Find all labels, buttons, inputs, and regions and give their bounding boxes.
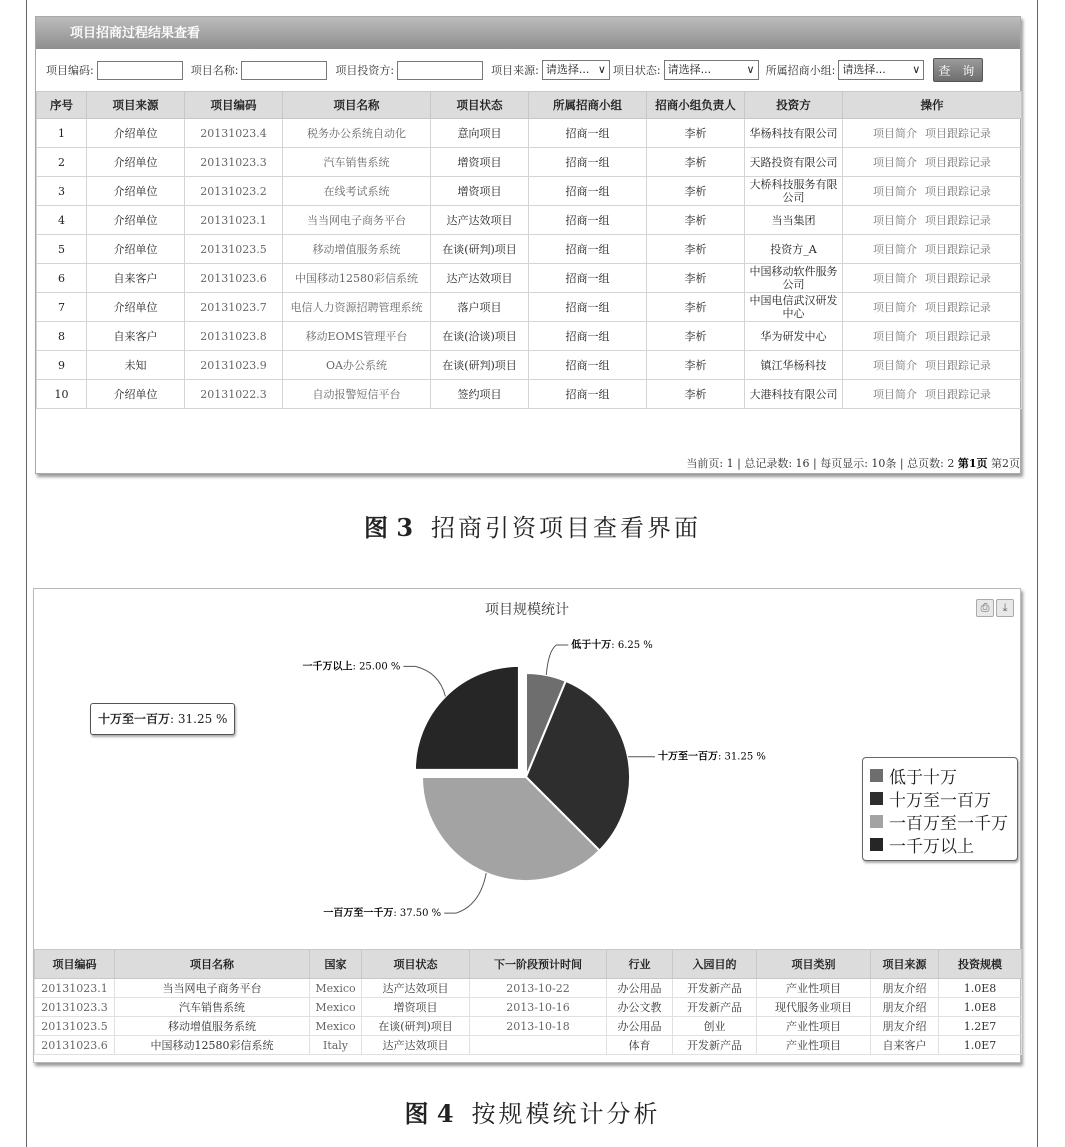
cell-purpose: 开发新产品 [673, 998, 757, 1017]
investor-input[interactable] [397, 61, 483, 80]
table-row[interactable] [37, 293, 1022, 322]
cell-name: 移动EOMS管理平台 [283, 322, 431, 351]
print-icon[interactable]: ⎙ [976, 599, 994, 617]
legend-swatch [870, 838, 883, 851]
project-track-link[interactable]: 项目跟踪记录 [925, 213, 991, 227]
column-header: 入园目的 [673, 950, 757, 979]
legend-label: 十万至一百万 [889, 791, 991, 811]
project-table [36, 91, 1022, 409]
cell-group: 招商一组 [529, 380, 647, 409]
cell-group: 招商一组 [529, 148, 647, 177]
cell-purpose: 创业 [673, 1017, 757, 1036]
cell-code: 20131023.2 [185, 177, 283, 206]
cell-group: 招商一组 [529, 119, 647, 148]
cell-status: 在谈(研判)项目 [431, 351, 529, 380]
cell-code: 20131023.6 [185, 264, 283, 293]
table-row[interactable] [37, 351, 1022, 380]
cell-name: 移动增值服务系统 [283, 235, 431, 264]
total-pages: 总页数: 2 [907, 457, 955, 470]
chart-legend [862, 757, 1018, 861]
cell-leader: 李析 [647, 380, 745, 409]
cell-no: 10 [37, 380, 87, 409]
cell-status: 增资项目 [362, 998, 470, 1017]
cell-actions [843, 322, 1022, 351]
cell-code: 20131023.6 [35, 1036, 115, 1055]
cell-investor: 华杨科技有限公司 [745, 119, 843, 148]
cell-group: 招商一组 [529, 351, 647, 380]
column-header: 投资规模 [939, 950, 1022, 979]
cell-actions [843, 351, 1022, 380]
cell-group: 招商一组 [529, 293, 647, 322]
legend-item[interactable] [870, 787, 1017, 810]
pie-slice[interactable] [415, 666, 519, 770]
cell-investor: 中国移动软件服务公司 [745, 264, 843, 293]
cell-no: 4 [37, 206, 87, 235]
cell-source: 介绍单位 [87, 177, 185, 206]
cell-name: 电信人力资源招聘管理系统 [283, 293, 431, 322]
group-label: 所属招商小组: [765, 64, 836, 77]
project-intro-link[interactable]: 项目简介 [873, 358, 917, 372]
cell-no: 5 [37, 235, 87, 264]
project-intro-link[interactable]: 项目简介 [873, 213, 917, 227]
cell-industry: 办公用品 [607, 1017, 673, 1036]
legend-swatch [870, 769, 883, 782]
table-row[interactable] [37, 119, 1022, 148]
cell-actions [843, 206, 1022, 235]
cell-source: 介绍单位 [87, 293, 185, 322]
project-track-link[interactable]: 项目跟踪记录 [925, 184, 991, 198]
cell-status: 落户项目 [431, 293, 529, 322]
project-intro-link[interactable]: 项目简介 [873, 387, 917, 401]
project-track-link[interactable]: 项目跟踪记录 [925, 242, 991, 256]
cell-source: 未知 [87, 351, 185, 380]
legend-swatch [870, 815, 883, 828]
cell-industry: 办公文教 [607, 998, 673, 1017]
project-track-link[interactable]: 项目跟踪记录 [925, 329, 991, 343]
slice-label [571, 638, 653, 651]
figure-3-caption [0, 508, 1065, 543]
slice-label [303, 659, 401, 672]
cell-status: 增资项目 [431, 148, 529, 177]
column-header: 项目状态 [431, 92, 529, 119]
cell-actions [843, 380, 1022, 409]
cell-code: 20131023.7 [185, 293, 283, 322]
cell-actions [843, 264, 1022, 293]
column-header: 项目状态 [362, 950, 470, 979]
cell-no: 7 [37, 293, 87, 322]
chevron-down-icon: ∨ [746, 63, 755, 76]
cell-leader: 李析 [647, 177, 745, 206]
cell-name: 税务办公系统自动化 [283, 119, 431, 148]
column-header: 项目来源 [87, 92, 185, 119]
cell-investor: 当当集团 [745, 206, 843, 235]
cell-actions [843, 235, 1022, 264]
cell-category: 产业性项目 [757, 1036, 871, 1055]
cell-industry: 办公用品 [607, 979, 673, 998]
slice-label [658, 750, 766, 763]
cell-code: 20131023.9 [185, 351, 283, 380]
cell-status: 在谈(研判)项目 [362, 1017, 470, 1036]
cell-source: 自来客户 [87, 264, 185, 293]
cell-country: Mexico [310, 979, 362, 998]
cell-scale: 1.0E8 [939, 979, 1022, 998]
cell-category: 产业性项目 [757, 979, 871, 998]
pagination: 当前页: 1 | 总记录数: 16 | 每页显示: 10条 | 总页数: 2 第1页 第2页 [686, 457, 1020, 470]
cell-no: 9 [37, 351, 87, 380]
slice-label-category: 十万至一百万 [658, 751, 719, 763]
cell-category: 产业性项目 [757, 1017, 871, 1036]
slice-label-value: : 6.25 % [611, 639, 653, 651]
column-header: 项目名称 [115, 950, 310, 979]
project-view-panel [35, 16, 1021, 474]
cell-source: 朋友介绍 [871, 979, 939, 998]
project-track-link[interactable]: 项目跟踪记录 [925, 155, 991, 169]
cell-scale: 1.0E8 [939, 998, 1022, 1017]
project-code-input[interactable] [97, 61, 183, 80]
cell-code: 20131023.4 [185, 119, 283, 148]
cell-group: 招商一组 [529, 235, 647, 264]
cell-code: 20131023.5 [35, 1017, 115, 1036]
project-intro-link[interactable]: 项目简介 [873, 271, 917, 285]
table-row[interactable] [35, 1017, 1022, 1036]
cell-leader: 李析 [647, 264, 745, 293]
column-header: 投资方 [745, 92, 843, 119]
scale-table [34, 949, 1022, 1055]
legend-label: 低于十万 [889, 768, 957, 788]
chart-tooltip: 十万至一百万: 31.25 % [90, 703, 235, 735]
cell-investor: 投资方_A [745, 235, 843, 264]
cell-code: 20131022.3 [185, 380, 283, 409]
cell-leader: 李析 [647, 235, 745, 264]
column-header: 项目编码 [35, 950, 115, 979]
cell-group: 招商一组 [529, 264, 647, 293]
cell-investor: 大桥科技服务有限公司 [745, 177, 843, 206]
table-row[interactable] [37, 322, 1022, 351]
cell-code: 20131023.1 [35, 979, 115, 998]
column-header: 所属招商小组 [529, 92, 647, 119]
figure-4-number: 图 4 [404, 1099, 454, 1128]
cell-source: 朋友介绍 [871, 998, 939, 1017]
legend-swatch [870, 792, 883, 805]
slice-label-category: 低于十万 [571, 639, 612, 651]
cell-status: 达产达效项目 [431, 206, 529, 235]
slice-label-category: 一千万以上 [302, 661, 353, 673]
project-intro-link[interactable]: 项目简介 [873, 184, 917, 198]
cell-investor: 华为研发中心 [745, 322, 843, 351]
cell-code: 20131023.1 [185, 206, 283, 235]
cell-actions [843, 119, 1022, 148]
legend-item[interactable] [870, 833, 1017, 856]
cell-source: 介绍单位 [87, 235, 185, 264]
cell-status: 意向项目 [431, 119, 529, 148]
project-name-input[interactable] [241, 61, 327, 80]
cell-name: 汽车销售系统 [115, 998, 310, 1017]
figure-4-caption [0, 1094, 1065, 1129]
cell-purpose: 开发新产品 [673, 1036, 757, 1055]
project-track-link[interactable]: 项目跟踪记录 [925, 387, 991, 401]
figure-4-text: 按规模统计分析 [471, 1100, 661, 1128]
column-header: 序号 [37, 92, 87, 119]
column-header: 项目来源 [871, 950, 939, 979]
cell-source: 介绍单位 [87, 119, 185, 148]
cell-leader: 李析 [647, 293, 745, 322]
cell-industry: 体育 [607, 1036, 673, 1055]
status-label: 项目状态: [612, 64, 661, 77]
table-row[interactable] [37, 177, 1022, 206]
cell-leader: 李析 [647, 206, 745, 235]
cell-country: Italy [310, 1036, 362, 1055]
project-code-label: 项目编码: [46, 64, 94, 77]
search-button[interactable]: 查 询 [933, 58, 983, 82]
table-row[interactable] [37, 380, 1022, 409]
cell-leader: 李析 [647, 148, 745, 177]
project-track-link[interactable]: 项目跟踪记录 [925, 358, 991, 372]
figure-3-number: 图 3 [363, 513, 414, 542]
project-intro-link[interactable]: 项目简介 [873, 329, 917, 343]
table-row[interactable] [37, 264, 1022, 293]
investor-label: 项目投资方: [335, 64, 395, 77]
column-header: 行业 [607, 950, 673, 979]
cell-group: 招商一组 [529, 206, 647, 235]
cell-source: 自来客户 [871, 1036, 939, 1055]
table-row[interactable] [37, 206, 1022, 235]
cell-investor: 大港科技有限公司 [745, 380, 843, 409]
column-header: 操作 [843, 92, 1022, 119]
cell-status: 签约项目 [431, 380, 529, 409]
project-intro-link[interactable]: 项目简介 [873, 300, 917, 314]
cell-next_time: 2013-10-16 [470, 998, 607, 1017]
group-select[interactable]: 请选择... ∨ [838, 60, 924, 80]
cell-next_time: 2013-10-18 [470, 1017, 607, 1036]
panel-title: 项目招商过程结果查看 [36, 17, 1020, 49]
cell-code: 20131023.3 [185, 148, 283, 177]
slice-label-value: : 25.00 % [352, 661, 401, 673]
cell-country: Mexico [310, 998, 362, 1017]
cell-scale: 1.2E7 [939, 1017, 1022, 1036]
cell-no: 2 [37, 148, 87, 177]
project-intro-link[interactable]: 项目简介 [873, 155, 917, 169]
page-1-link[interactable]: 第1页 [957, 457, 988, 470]
current-page: 当前页: 1 [686, 457, 734, 470]
cell-category: 现代服务业项目 [757, 998, 871, 1017]
cell-country: Mexico [310, 1017, 362, 1036]
label-connector [546, 645, 568, 675]
cell-leader: 李析 [647, 351, 745, 380]
cell-no: 8 [37, 322, 87, 351]
column-header: 下一阶段预计时间 [470, 950, 607, 979]
cell-name: 当当网电子商务平台 [115, 979, 310, 998]
cell-name: 中国移动12580彩信系统 [115, 1036, 310, 1055]
project-track-link[interactable]: 项目跟踪记录 [925, 300, 991, 314]
cell-status: 增资项目 [431, 177, 529, 206]
label-connector [403, 666, 445, 696]
legend-label: 一百万至一千万 [889, 814, 1008, 834]
cell-actions [843, 148, 1022, 177]
table-row[interactable] [35, 979, 1022, 998]
cell-next_time [470, 1036, 607, 1055]
filter-bar [36, 49, 1020, 91]
column-header: 项目名称 [283, 92, 431, 119]
column-header: 国家 [310, 950, 362, 979]
cell-scale: 1.0E7 [939, 1036, 1022, 1055]
column-header: 项目类别 [757, 950, 871, 979]
cell-name: 自动报警短信平台 [283, 380, 431, 409]
cell-status: 在谈(洽谈)项目 [431, 322, 529, 351]
legend-item[interactable] [870, 810, 1017, 833]
cell-no: 1 [37, 119, 87, 148]
column-header: 招商小组负责人 [647, 92, 745, 119]
cell-next_time: 2013-10-22 [470, 979, 607, 998]
cell-name: OA办公系统 [283, 351, 431, 380]
cell-investor: 中国电信武汉研发中心 [745, 293, 843, 322]
download-icon[interactable]: ⤓ [996, 599, 1014, 617]
project-track-link[interactable]: 项目跟踪记录 [925, 126, 991, 140]
cell-code: 20131023.3 [35, 998, 115, 1017]
source-select[interactable]: 请选择... ∨ [542, 60, 610, 80]
column-header: 项目编码 [185, 92, 283, 119]
table-row[interactable] [35, 998, 1022, 1017]
project-intro-link[interactable]: 项目简介 [873, 126, 917, 140]
cell-no: 3 [37, 177, 87, 206]
legend-label: 一千万以上 [889, 837, 974, 857]
cell-name: 汽车销售系统 [283, 148, 431, 177]
cell-name: 在线考试系统 [283, 177, 431, 206]
cell-purpose: 开发新产品 [673, 979, 757, 998]
total-records: 总记录数: 16 [744, 457, 810, 470]
slice-label-category: 一百万至一千万 [323, 908, 394, 920]
cell-code: 20131023.5 [185, 235, 283, 264]
cell-leader: 李析 [647, 322, 745, 351]
page-2-link[interactable]: 第2页 [991, 457, 1020, 470]
cell-status: 达产达效项目 [431, 264, 529, 293]
cell-source: 介绍单位 [87, 206, 185, 235]
scale-stats-panel [33, 588, 1021, 1063]
cell-name: 中国移动12580彩信系统 [283, 264, 431, 293]
chevron-down-icon: ∨ [597, 63, 606, 76]
cell-group: 招商一组 [529, 177, 647, 206]
status-select[interactable]: 请选择... ∨ [664, 60, 759, 80]
table-row[interactable] [37, 148, 1022, 177]
cell-status: 在谈(研判)项目 [431, 235, 529, 264]
cell-investor: 天路投资有限公司 [745, 148, 843, 177]
project-name-label: 项目名称: [190, 64, 239, 77]
cell-status: 达产达效项目 [362, 1036, 470, 1055]
cell-source: 介绍单位 [87, 148, 185, 177]
cell-source: 自来客户 [87, 322, 185, 351]
per-page: 每页显示: 10条 [820, 457, 897, 470]
project-intro-link[interactable]: 项目简介 [873, 242, 917, 256]
cell-group: 招商一组 [529, 322, 647, 351]
chevron-down-icon: ∨ [912, 63, 921, 76]
cell-source: 介绍单位 [87, 380, 185, 409]
table-row[interactable] [37, 235, 1022, 264]
cell-no: 6 [37, 264, 87, 293]
cell-leader: 李析 [647, 119, 745, 148]
cell-name: 移动增值服务系统 [115, 1017, 310, 1036]
cell-name: 当当网电子商务平台 [283, 206, 431, 235]
cell-source: 朋友介绍 [871, 1017, 939, 1036]
project-track-link[interactable]: 项目跟踪记录 [925, 271, 991, 285]
chart-title: 项目规模统计 [485, 602, 569, 618]
source-label: 项目来源: [491, 64, 539, 77]
slice-label-value: : 31.25 % [718, 751, 766, 763]
cell-actions [843, 177, 1022, 206]
legend-item[interactable] [870, 764, 1017, 787]
slice-label-value: : 37.50 % [393, 908, 442, 920]
figure-3-text: 招商引资项目查看界面 [431, 514, 702, 542]
cell-code: 20131023.8 [185, 322, 283, 351]
slice-label [323, 906, 441, 919]
cell-actions [843, 293, 1022, 322]
cell-investor: 镇江华杨科技 [745, 351, 843, 380]
label-connector [444, 873, 486, 913]
table-row[interactable] [35, 1036, 1022, 1055]
cell-status: 达产达效项目 [362, 979, 470, 998]
